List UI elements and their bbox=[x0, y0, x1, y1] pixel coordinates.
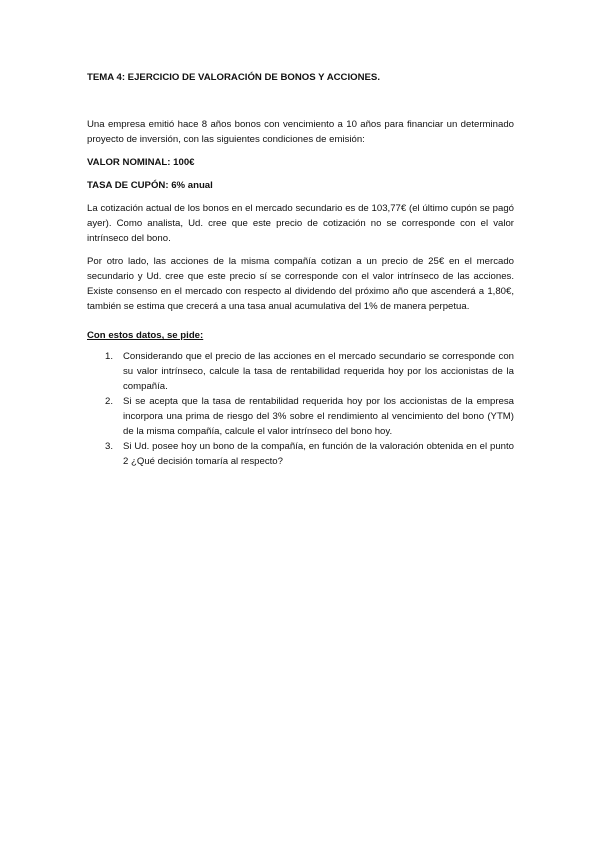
question-text: Considerando que el precio de las acciones en el mercado secundario se corresponde con su valor intrínseco, calcule la tasa de rentabilidad requerida hoy por los accionistas de la compañía. bbox=[123, 351, 514, 392]
question-text: Si se acepta que la tasa de rentabilidad requerida hoy por los accionistas de la empresa incorpora una prima de riesgo del 3% sobre el rendimiento al vencimiento del bono (YTM) de la misma compañía, calcule el valor intrínseco del bono hoy. bbox=[123, 396, 514, 437]
document-title: TEMA 4: EJERCICIO DE VALORACIÓN DE BONOS Y ACCIONES. bbox=[87, 72, 381, 83]
question-number: 2. bbox=[104, 396, 113, 407]
coupon-rate-line bbox=[87, 178, 514, 193]
coupon-rate-label: TASA DE CUPÓN: bbox=[87, 180, 172, 191]
question-item bbox=[87, 349, 514, 394]
nominal-value-label: VALOR NOMINAL: bbox=[87, 157, 174, 168]
shares-paragraph: Por otro lado, las acciones de la misma compañía cotizan a un precio de 25€ en el mercado secundario y Ud. cree que este precio sí se corresponde con el valor intrínseco de las acciones. Existe consenso en el mercado con respecto al dividendo del próximo año que ascenderá a 1,80€, también se estima que crecerá a una tasa anual acumulativa del 1% de manera perpetua. bbox=[87, 256, 514, 312]
questions-heading: Con estos datos, se pide: bbox=[87, 330, 204, 341]
bond-price-paragraph: La cotización actual de los bonos en el mercado secundario es de 103,77€ (el último cupón se pagó ayer). Como analista, Ud. cree que este precio de cotización no se corresponde con el valor intrínseco del bono. bbox=[87, 203, 514, 244]
nominal-value-line bbox=[87, 155, 514, 170]
nominal-value: 100€ bbox=[173, 157, 195, 168]
document-body bbox=[87, 70, 514, 469]
question-text: Si Ud. posee hoy un bono de la compañía, en función de la valoración obtenida en el punto 2 ¿Qué decisión tomaría al respecto? bbox=[123, 441, 514, 467]
questions-list bbox=[87, 349, 514, 469]
coupon-rate-value: 6% anual bbox=[171, 180, 213, 191]
question-item bbox=[87, 439, 514, 469]
question-number: 1. bbox=[104, 351, 113, 362]
question-item bbox=[87, 394, 514, 439]
intro-paragraph: Una empresa emitió hace 8 años bonos con vencimiento a 10 años para financiar un determinado proyecto de inversión, con las siguientes condiciones de emisión: bbox=[87, 119, 514, 145]
question-number: 3. bbox=[104, 441, 113, 452]
